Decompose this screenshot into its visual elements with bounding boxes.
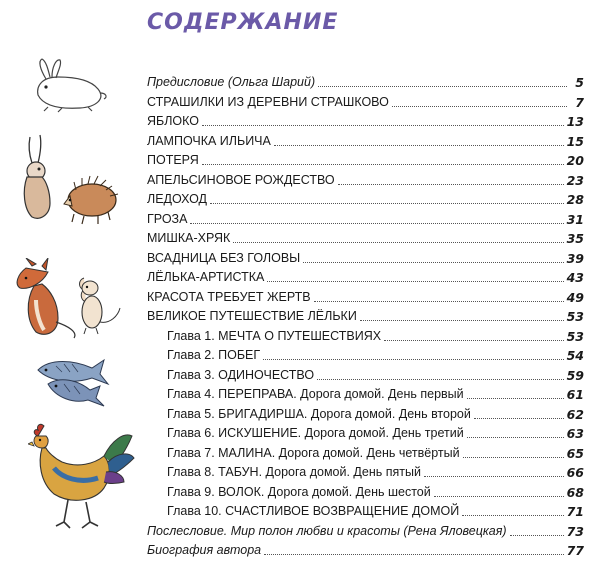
dot-leader: [467, 397, 564, 399]
dot-leader: [510, 534, 564, 536]
toc-entry: [147, 149, 584, 168]
dot-leader: [202, 163, 564, 165]
toc-entry-title: ПОТЕРЯ: [147, 153, 199, 167]
page-title: СОДЕРЖАНИЕ: [147, 10, 339, 35]
dot-leader: [392, 105, 567, 107]
dot-leader: [384, 339, 564, 341]
toc-entry-page: 15: [566, 133, 584, 149]
dot-leader: [467, 436, 564, 438]
toc-entry-page: 7: [575, 94, 584, 110]
dot-leader: [210, 202, 564, 204]
toc-entry-title: Глава 4. ПЕРЕПРАВА. Дорога домой. День первый: [167, 387, 464, 401]
toc-entry-title: ГРОЗА: [147, 211, 188, 226]
toc-entry: [147, 130, 584, 149]
toc-entry: [167, 481, 584, 500]
toc-entry-page: 31: [566, 211, 584, 227]
dot-leader: [263, 358, 563, 360]
dot-leader: [314, 300, 564, 302]
toc-entry: [147, 208, 584, 227]
toc-entry-title: Послесловие. Мир полон любви и красоты (Рена Яловецкая): [147, 523, 507, 538]
dot-leader: [264, 553, 563, 555]
toc-entry-page: 20: [566, 153, 584, 168]
toc-entry-title: ЛАМПОЧКА ИЛЬИЧА: [147, 133, 271, 148]
toc-entry: [167, 461, 584, 480]
toc-entry: [147, 71, 584, 90]
toc-entry-page: 39: [566, 250, 584, 266]
toc-entry-page: 53: [566, 328, 584, 344]
toc-entry-page: 66: [566, 465, 584, 480]
toc-entry-title: Глава 3. ОДИНОЧЕСТВО: [167, 367, 315, 382]
toc-entry-title: Глава 10. СЧАСТЛИВОЕ ВОЗВРАЩЕНИЕ ДОМОЙ: [167, 504, 460, 518]
toc-entry-title: МИШКА-ХРЯК: [147, 231, 231, 245]
toc-entry-title: СТРАШИЛКИ ИЗ ДЕРЕВНИ СТРАШКОВО: [147, 94, 389, 109]
toc-entry: [167, 442, 584, 461]
toc-entry: [147, 188, 584, 207]
toc-entry-title: Глава 2. ПОБЕГ: [167, 348, 261, 362]
toc-entry: [147, 266, 584, 285]
toc-entry-page: 5: [575, 75, 584, 90]
toc-entry: [147, 520, 584, 539]
toc-entry-title: Глава 5. БРИГАДИРША. Дорога домой. День второй: [167, 406, 471, 421]
dot-leader: [202, 124, 564, 126]
toc-entry: [147, 227, 584, 246]
toc-entry: [167, 500, 584, 519]
dot-leader: [462, 514, 563, 516]
toc-entry-title: Глава 6. ИСКУШЕНИЕ. Дорога домой. День третий: [167, 426, 464, 440]
dot-leader: [434, 495, 564, 497]
toc-entry-page: 65: [566, 445, 584, 461]
dot-leader: [318, 85, 567, 87]
toc-entry-page: 28: [566, 192, 584, 207]
toc-entry-title: Предисловие (Ольга Шарий): [147, 75, 316, 89]
toc-entry: [167, 344, 584, 363]
toc-entry-page: 73: [566, 523, 584, 539]
dot-leader: [233, 241, 563, 243]
toc-entry-title: Глава 9. ВОЛОК. Дорога домой. День шестой: [167, 484, 431, 499]
toc-entry-title: ВЕЛИКОЕ ПУТЕШЕСТВИЕ ЛЁЛЬКИ: [147, 309, 357, 323]
toc-entry-page: 13: [566, 114, 584, 129]
toc-entry: [167, 383, 584, 402]
toc-entry: [147, 110, 584, 129]
toc-entry-page: 68: [566, 484, 584, 500]
toc-entry-page: 71: [566, 504, 584, 519]
toc-entry-page: 61: [566, 387, 584, 402]
toc-entry-page: 62: [566, 406, 584, 422]
dot-leader: [360, 319, 564, 321]
toc-entry-title: Глава 1. МЕЧТА О ПУТЕШЕСТВИЯХ: [167, 328, 382, 343]
toc-entry-page: 77: [566, 543, 584, 558]
dot-leader: [463, 456, 564, 458]
toc-entry-page: 43: [566, 270, 584, 285]
toc-entry: [147, 539, 584, 558]
toc-entry-page: 49: [566, 289, 584, 305]
toc-entry-page: 53: [566, 309, 584, 324]
toc-entry-title: Биография автора: [147, 543, 262, 557]
toc-entry: [147, 286, 584, 305]
dot-leader: [338, 183, 564, 185]
dot-leader: [424, 475, 564, 477]
toc-entry-title: ЛЕДОХОД: [147, 192, 208, 206]
toc-entry: [147, 91, 584, 110]
toc-entry: [167, 325, 584, 344]
toc-entry: [167, 364, 584, 383]
toc-entry: [147, 169, 584, 188]
toc-entry-page: 59: [566, 367, 584, 383]
toc-entry: [147, 305, 584, 324]
toc-entry: [167, 403, 584, 422]
toc-entry-page: 54: [566, 348, 584, 363]
toc-entry-title: Глава 8. ТАБУН. Дорога домой. День пятый: [167, 465, 421, 479]
dot-leader: [474, 417, 564, 419]
toc-entry-title: ВСАДНИЦА БЕЗ ГОЛОВЫ: [147, 250, 301, 265]
dot-leader: [274, 144, 564, 146]
dot-leader: [317, 378, 564, 380]
dot-leader: [190, 222, 563, 224]
toc-entry-page: 23: [566, 172, 584, 188]
toc-entry-title: Глава 7. МАЛИНА. Дорога домой. День четвёртый: [167, 445, 460, 460]
toc-entry-page: 63: [566, 426, 584, 441]
toc-entry-title: КРАСОТА ТРЕБУЕТ ЖЕРТВ: [147, 289, 311, 304]
dot-leader: [303, 261, 563, 263]
toc-entry-title: ЯБЛОКО: [147, 114, 200, 128]
toc-entry: [147, 247, 584, 266]
toc-entry-title: АПЕЛЬСИНОВОЕ РОЖДЕСТВО: [147, 172, 335, 187]
toc-entry: [167, 422, 584, 441]
toc-entry-title: ЛЁЛЬКА-АРТИСТКА: [147, 270, 265, 284]
toc-entry-page: 35: [566, 231, 584, 246]
dot-leader: [267, 280, 563, 282]
